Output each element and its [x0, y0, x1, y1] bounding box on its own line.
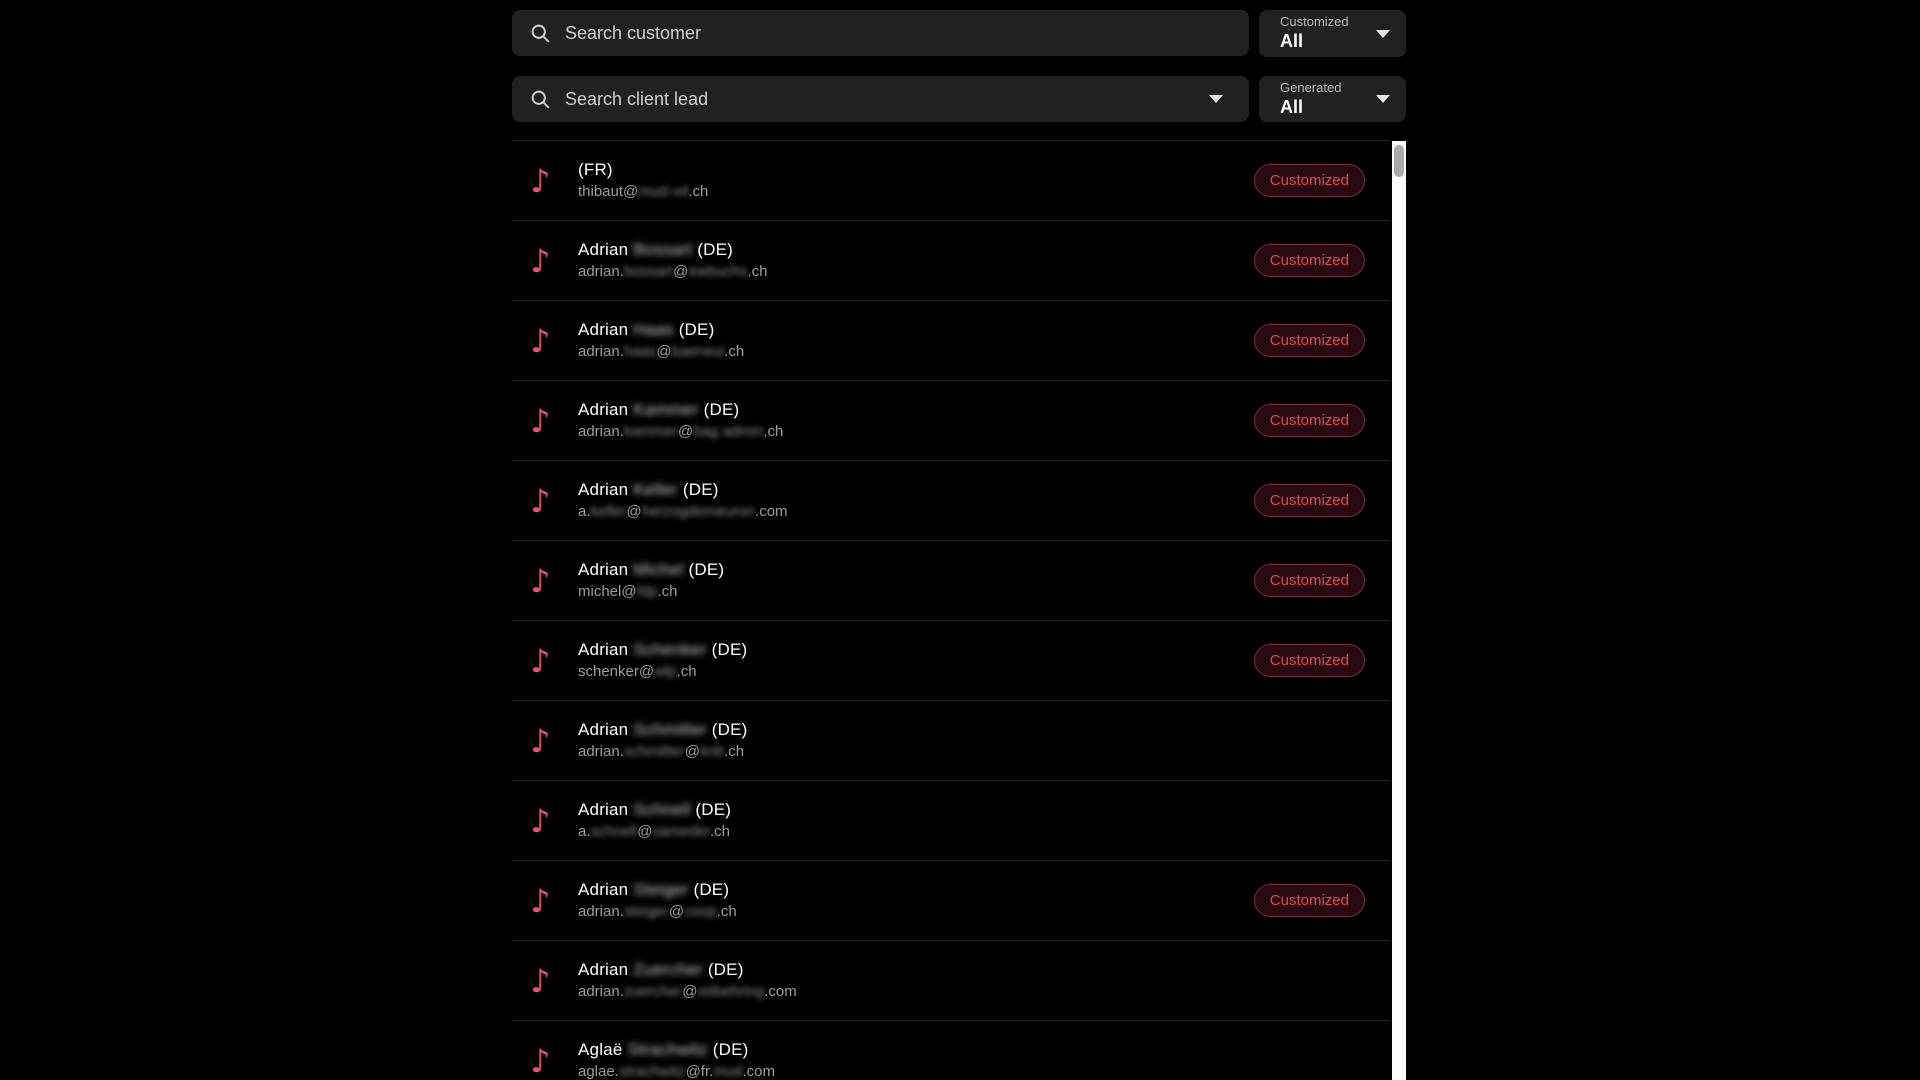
client-lead-row[interactable] — [512, 141, 1390, 221]
music-note-icon: ♪ — [530, 481, 551, 520]
music-note-icon: ♪ — [530, 721, 551, 760]
lead-email: schenker@wlp.ch — [578, 663, 697, 680]
client-lead-row[interactable] — [512, 221, 1390, 301]
search-icon — [530, 23, 551, 44]
lead-info — [578, 799, 1390, 842]
lead-info — [578, 399, 1242, 442]
search-customer-input[interactable] — [565, 23, 1231, 44]
lead-email: adrian.zuercher@reibehring.com — [578, 983, 797, 1000]
client-lead-row[interactable] — [512, 861, 1390, 941]
client-lead-row[interactable] — [512, 381, 1390, 461]
lead-name: (FR) — [578, 160, 613, 179]
filter-value: All — [1280, 31, 1304, 52]
lead-name: Aglaë Strachwitz (DE) — [578, 1040, 749, 1059]
client-lead-row[interactable] — [512, 941, 1390, 1021]
lead-info — [578, 1039, 1390, 1080]
client-lead-search-field[interactable] — [512, 76, 1249, 122]
customized-badge: Customized — [1254, 324, 1365, 357]
client-lead-row[interactable] — [512, 701, 1390, 781]
search-icon — [530, 89, 551, 110]
chevron-down-icon — [1376, 30, 1390, 38]
music-note-icon: ♪ — [530, 161, 551, 200]
lead-name: Adrian Haas (DE) — [578, 320, 715, 339]
lead-info — [578, 719, 1390, 762]
customized-badge: Customized — [1254, 564, 1365, 597]
generated-filter-dropdown[interactable] — [1259, 76, 1406, 122]
lead-name: Adrian Steiger (DE) — [578, 880, 730, 899]
lead-email: michel@fdp.ch — [578, 583, 678, 600]
lead-email: adrian.haas@baerwui.ch — [578, 343, 745, 360]
lead-email: aglae.strachwitz@fr.mud.com — [578, 1063, 775, 1080]
customized-badge: Customized — [1254, 244, 1365, 277]
music-note-icon: ♪ — [530, 241, 551, 280]
chevron-down-icon[interactable] — [1209, 95, 1223, 103]
lead-info — [578, 319, 1242, 362]
lead-name: Adrian Schenker (DE) — [578, 640, 748, 659]
client-lead-row[interactable] — [512, 621, 1390, 701]
filter-value: All — [1280, 96, 1304, 117]
lead-name: Adrian Michel (DE) — [578, 560, 725, 579]
music-note-icon: ♪ — [530, 961, 551, 1000]
search-client-lead-input[interactable] — [565, 89, 1199, 110]
lead-email: a.keller@herzogdemeuron.com — [578, 503, 788, 520]
lead-email: adrian.schmitter@knb.ch — [578, 743, 745, 760]
customized-badge: Customized — [1254, 404, 1365, 437]
lead-info — [578, 959, 1390, 1002]
lead-email: adrian.bossart@ewbuchs.ch — [578, 263, 768, 280]
customized-filter-dropdown[interactable] — [1259, 10, 1406, 57]
client-lead-row[interactable] — [512, 541, 1390, 621]
lead-email: a.schnell@sameder.ch — [578, 823, 731, 840]
lead-info — [578, 159, 1242, 202]
customized-badge: Customized — [1254, 644, 1365, 677]
music-note-icon: ♪ — [530, 401, 551, 440]
music-note-icon: ♪ — [530, 881, 551, 920]
lead-info — [578, 879, 1242, 922]
customized-badge: Customized — [1254, 884, 1365, 917]
filter-label: Customized — [1280, 14, 1349, 30]
lead-name: Adrian Schnell (DE) — [578, 800, 732, 819]
lead-info — [578, 639, 1242, 682]
lead-name: Adrian Zuercher (DE) — [578, 960, 744, 979]
lead-info — [578, 479, 1242, 522]
music-note-icon: ♪ — [530, 1041, 551, 1080]
customized-badge: Customized — [1254, 484, 1365, 517]
lead-email: adrian.steiger@coop.ch — [578, 903, 737, 920]
lead-name: Adrian Bossart (DE) — [578, 240, 733, 259]
lead-name: Adrian Schmitter (DE) — [578, 720, 748, 739]
scrollbar[interactable] — [1392, 141, 1406, 1080]
lead-name: Adrian Keller (DE) — [578, 480, 719, 499]
client-lead-row[interactable] — [512, 461, 1390, 541]
lead-info — [578, 239, 1242, 282]
lead-name: Adrian Kammer (DE) — [578, 400, 740, 419]
customized-badge: Customized — [1254, 164, 1365, 197]
lead-email: thibaut@mud-vd.ch — [578, 183, 709, 200]
music-note-icon: ♪ — [530, 561, 551, 600]
music-note-icon: ♪ — [530, 801, 551, 840]
client-lead-list — [512, 140, 1390, 1080]
music-note-icon: ♪ — [530, 641, 551, 680]
lead-info — [578, 559, 1242, 602]
lead-email: adrian.kammer@bag admin.ch — [578, 423, 784, 440]
filter-label: Generated — [1280, 79, 1342, 95]
customer-search-field[interactable] — [512, 10, 1249, 56]
chevron-down-icon — [1376, 95, 1390, 103]
client-lead-row[interactable] — [512, 1021, 1390, 1080]
client-lead-row[interactable] — [512, 301, 1390, 381]
music-note-icon: ♪ — [530, 321, 551, 360]
client-lead-row[interactable] — [512, 781, 1390, 861]
scrollbar-thumb[interactable] — [1394, 145, 1404, 177]
